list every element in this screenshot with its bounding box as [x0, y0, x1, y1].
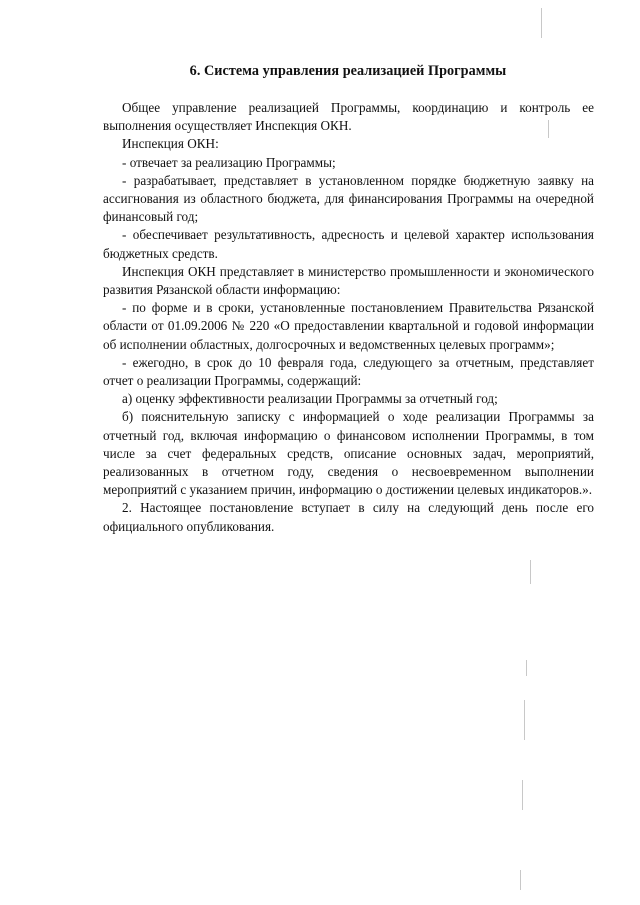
paragraph: - ежегодно, в срок до 10 февраля года, следующего за отчетным, представляет отчет о реализации Программы, содержащий:	[103, 354, 594, 389]
paragraph: Общее управление реализацией Программы, координацию и контроль ее выполнения осуществляет Инспекция ОКН.	[103, 100, 594, 134]
section-heading: 6. Система управления реализацией Программы	[189, 63, 507, 79]
paragraph: - отвечает за реализацию Программы;	[122, 154, 336, 170]
scan-artifact	[524, 700, 525, 740]
paragraph: - разрабатывает, представляет в установленном порядке бюджетную заявку на ассигнования из областного бюджета, для финансирования Программы на очередной финансовый год;	[103, 172, 594, 225]
scan-artifact	[541, 8, 542, 38]
scan-artifact	[522, 780, 523, 810]
paragraph: - обеспечивает результативность, адресность и целевой характер использования бюджетных средств.	[103, 227, 594, 261]
paragraph: а) оценку эффективности реализации Программы за отчетный год;	[122, 391, 498, 407]
scan-artifact	[520, 870, 521, 890]
paragraph: - по форме и в сроки, установленные постановлением Правительства Рязанской области от 01.09.2006 № 220 «О предоставлении квартальной и годовой информации об исполнении областных, долгосрочных и ведомственных целевых программ»;	[103, 300, 594, 352]
paragraph: 2. Настоящее постановление вступает в силу на следующий день после его официального опубликования.	[103, 500, 594, 534]
scan-artifact	[548, 120, 549, 138]
scan-artifact	[530, 560, 531, 584]
paragraph: б) пояснительную записку с информацией о ходе реализации Программы за отчетный год, включая информацию о финансовом исполнении Программы, в том числе за счет федеральных средств, описание основных задач, мероприятий, реализованных в отчетном году, сведения о несвоевременном выполнении мероприятий с указанием причин, информацию о достижении целевых индикаторов.».	[103, 409, 594, 498]
scan-artifact	[526, 660, 527, 676]
document-body	[103, 99, 594, 536]
paragraph: Инспекция ОКН:	[122, 136, 219, 152]
paragraph: Инспекция ОКН представляет в министерство промышленности и экономического развития Рязанской области информацию:	[103, 263, 594, 298]
